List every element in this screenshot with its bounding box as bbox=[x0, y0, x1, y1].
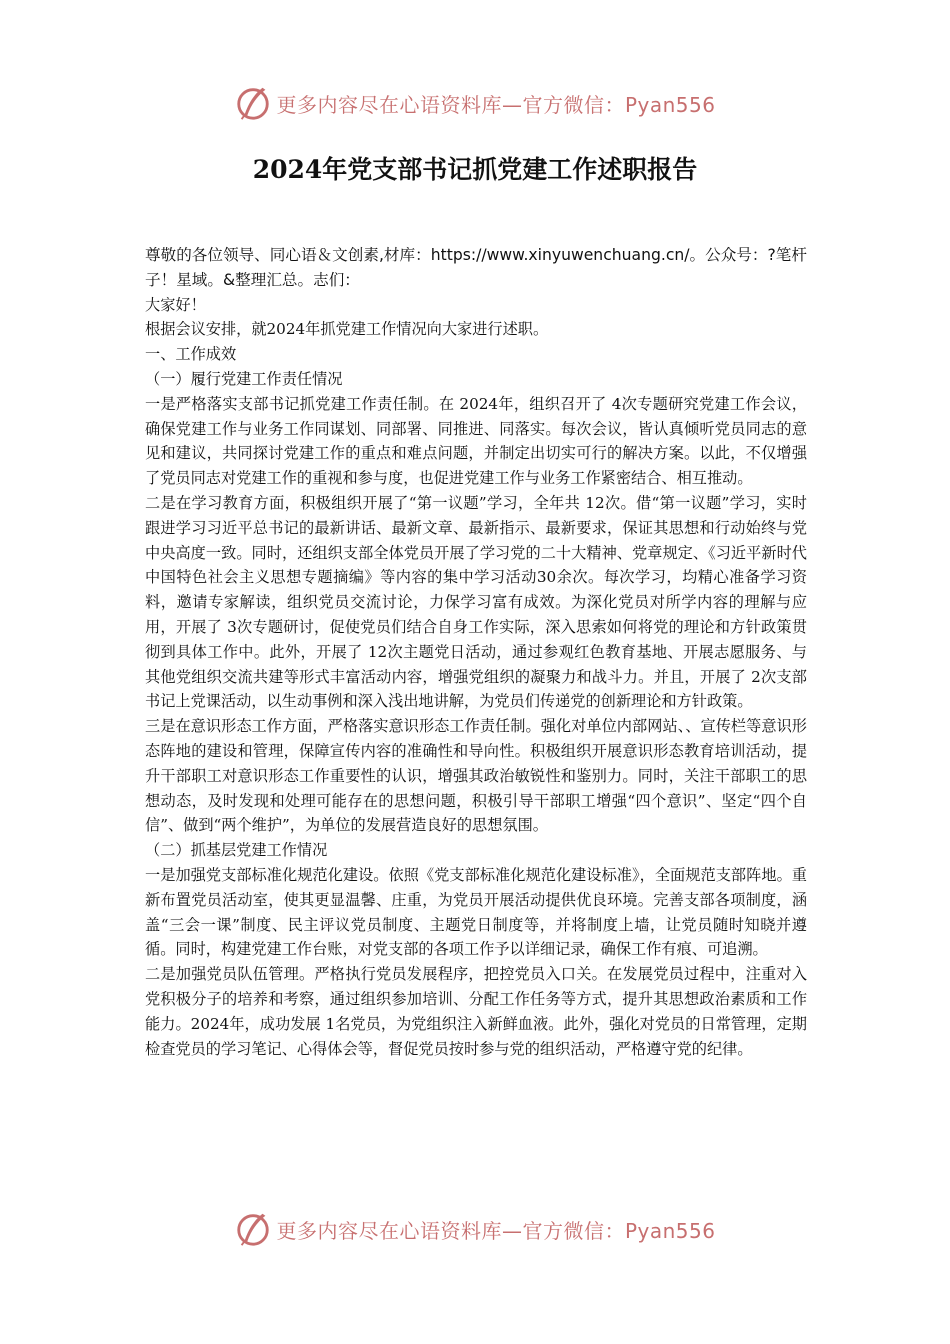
body-paragraph: 一是严格落实支部书记抓党建工作责任制。在 2024年，组织召开了 4次专题研究党建工作会议，确保党建工作与业务工作同谋划、同部署、同推进、同落实。每次会议，皆认真倾听党员同志的意见和建议，共同探讨党建工作的重点和难点问题，并制定出切实可行的解决方案。以此，不仅增强了党员同志对党建工作的重视和参与度，也促进党建工作与业务工作紧密结合、相互推动。 bbox=[145, 394, 807, 488]
quill-pen-logo-icon bbox=[234, 84, 272, 122]
banner-text: 更多内容尽在心语资料库—官方微信：Pyan556 bbox=[276, 92, 716, 117]
header-banner bbox=[0, 80, 950, 126]
section-heading: 一、工作成效 bbox=[145, 345, 237, 364]
quill-pen-logo-icon bbox=[234, 1210, 272, 1248]
banner-text: 更多内容尽在心语资料库—官方微信：Pyan556 bbox=[276, 1218, 716, 1243]
body-paragraph: 三是在意识形态工作方面，严格落实意识形态工作责任制。强化对单位内部网站、、宣传栏等意识形态阵地的建设和管理，保障宣传内容的准确性和导向性。积极组织开展意识形态教育培训活动，提升干部职工对意识形态工作重要性的认识，增强其政治敏锐性和鉴别力。同时，关注干部职工的思想动态，及时发现和处理可能存在的思想问题，积极引导干部职工增强“四个意识”、坚定“四个自信”、做到“两个维护”，为单位的发展营造良好的思想氛围。 bbox=[145, 717, 807, 835]
subsection-heading: （一）履行党建工作责任情况 bbox=[145, 369, 343, 388]
document-title: 2024年党支部书记抓党建工作述职报告 bbox=[252, 155, 698, 184]
footer-banner bbox=[0, 1206, 950, 1252]
body-paragraph: 一是加强党支部标准化规范化建设。依照《党支部标准化规范化建设标准》，全面规范支部阵地。重新布置党员活动室，使其更显温馨、庄重，为党员开展活动提供优良环境。完善支部各项制度，涵盖“三会一课”制度、民主评议党员制度、主题党日制度等，并将制度上墙，让党员随时知晓并遵循。同时，构建党建工作台账，对党支部的各项工作予以详细记录，确保工作有痕、可追溯。 bbox=[145, 865, 807, 959]
body-paragraph: 根据会议安排，就2024年抓党建工作情况向大家进行述职。 bbox=[145, 320, 549, 339]
body-paragraph: 二是加强党员队伍管理。严格执行党员发展程序，把控党员入口关。在发展党员过程中，注重对入党积极分子的培养和考察，通过组织参加培训、分配工作任务等方式，提升其思想政治素质和工作能力。2024年，成功发展 1名党员，为党组织注入新鲜血液。此外，强化对党员的日常管理，定期检查党员的学习笔记、心得体会等，督促党员按时参与党的组织活动，严格遵守党的纪律。 bbox=[145, 965, 807, 1058]
body-paragraph: 二是在学习教育方面，积极组织开展了“第一议题”学习，全年共 12次。借“第一议题”学习，实时跟进学习习近平总书记的最新讲话、最新文章、最新指示、最新要求，保证其思想和行动始终与党中央高度一致。同时，还组织支部全体党员开展了学习党的二十大精神、党章规定、《习近平新时代中国特色社会主义思想专题摘编》等内容的集中学习活动30余次。每次学习，均精心准备学习资料，邀请专家解读，组织党员交流讨论，力保学习富有成效。为深化党员对所学内容的理解与应用，开展了 3次专题研讨，促使党员们结合自身工作实际，深入思索如何将党的理论和方针政策贯彻到具体工作中。此外，开展了 12次主题党日活动，通过参观红色教育基地、开展志愿服务、与其他党组织交流共建等形式丰富活动内容，增强党组织的凝聚力和战斗力。并且，开展了 2次支部书记上党课活动，以生动事例和深入浅出地讲解，为党员们传递党的创新理论和方针政策。 bbox=[145, 493, 807, 711]
salutation-paragraph: 尊敬的各位领导、同心语＆文创素,材库：https://www.xinyuwenchuang.cn/。公众号：?笔杆子！星域。&整理汇总。志们： bbox=[145, 246, 807, 289]
document-body bbox=[145, 243, 807, 1061]
greeting-paragraph: 大家好！ bbox=[145, 295, 206, 314]
subsection-heading: （二）抓基层党建工作情况 bbox=[145, 841, 328, 860]
